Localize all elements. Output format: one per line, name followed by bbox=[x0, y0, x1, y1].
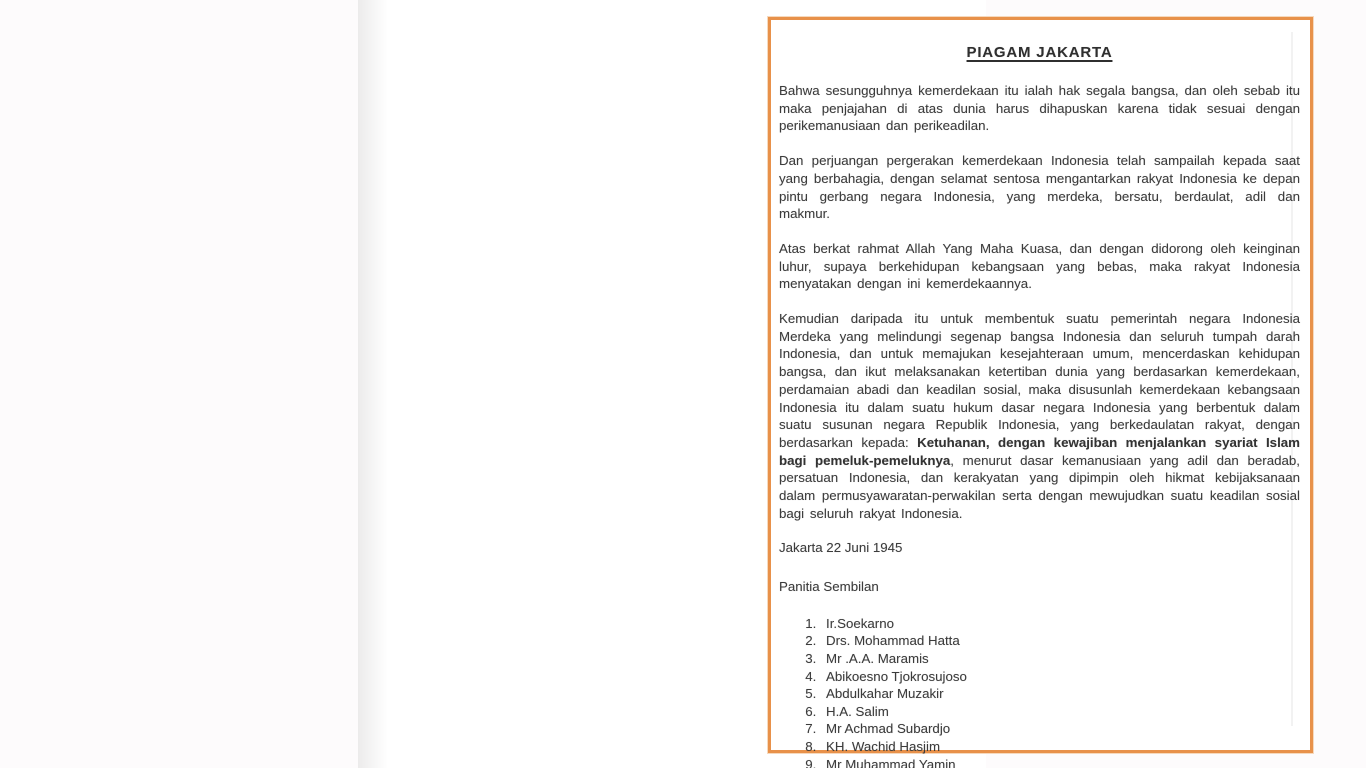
signatory-item: 4. Abikoesno Tjokrosujoso bbox=[820, 668, 1300, 686]
committee-label: Panitia Sembilan bbox=[779, 579, 879, 595]
signatory-item: 2. Drs. Mohammad Hatta bbox=[820, 632, 1300, 650]
paragraph-preamble-3: Atas berkat rahmat Allah Yang Maha Kuasa, dan dengan didorong oleh keinginan luhur, supaya berkehidupan kebangsaan yang bebas, maka rakyat Indonesia menyatakan dengan ini kemerdekaannya. bbox=[779, 240, 1300, 292]
signatory-item: 3. Mr .A.A. Maramis bbox=[820, 650, 1300, 668]
signatory-list bbox=[779, 615, 1300, 768]
paragraph-4-text-after-bold: , menurut dasar kemanusiaan yang adil dan beradab, persatuan Indonesia, dan kerakyatan yang dipimpin oleh hikmat kebijaksanaan dalam permusyawaratan-perwakilan serta dengan mewujudkan suatu keadilan sosial bagi seluruh rakyat Indonesia. bbox=[779, 452, 1300, 521]
scanned-page bbox=[358, 0, 1300, 768]
paragraph-preamble-4 bbox=[779, 310, 1300, 522]
dateline: Jakarta 22 Juni 1945 bbox=[779, 540, 903, 556]
document-border-frame bbox=[768, 17, 1313, 768]
bold-clause-ketuhanan: Ketuhanan, dengan kewajiban menjalankan syariat Islam bagi pemeluk-pemeluknya bbox=[779, 434, 1300, 468]
signatory-item: 9. Mr Muhammad Yamin bbox=[820, 756, 1300, 768]
signatory-item: 8. KH. Wachid Hasjim bbox=[820, 738, 1300, 756]
paragraph-preamble-2: Dan perjuangan pergerakan kemerdekaan Indonesia telah sampailah kepada saat yang berbahagia, dengan selamat sentosa mengantarkan rakyat Indonesia ke depan pintu gerbang negara Indonesia, yang merdeka, bersatu, berdaulat, adil dan makmur. bbox=[779, 153, 1300, 222]
paragraph-preamble-1: Bahwa sesungguhnya kemerdekaan itu ialah hak segala bangsa, dan oleh sebab itu maka penjajahan di atas dunia harus dihapuskan karena tidak sesuai dengan perikemanusiaan dan perikeadilan. bbox=[779, 83, 1300, 134]
signatory-item: 5. Abdulkahar Muzakir bbox=[820, 685, 1300, 703]
scan-artifact-line bbox=[1291, 32, 1293, 726]
document-title bbox=[779, 44, 1300, 61]
signatory-item: 1. Ir.Soekarno bbox=[820, 615, 1300, 633]
signatory-item: 7. Mr Achmad Subardjo bbox=[820, 720, 1300, 738]
paragraph-4-text-before-bold: Kemudian daripada itu untuk membentuk suatu pemerintah negara Indonesia Merdeka yang melindungi segenap bangsa Indonesia dan seluruh tumpah darah Indonesia, dan untuk memajukan kesejahteraan umum, mencerdaskan kehidupan bangsa, dan ikut melaksanakan ketertiban dunia yang berdasarkan kemerdekaan, perdamaian abadi dan keadilan sosial, maka disusunlah kemerdekaan kebangsaan Indonesia itu dalam suatu hukum dasar negara Indonesia yang berbentuk dalam suatu susunan negara Republik Indonesia, yang berkedaulatan rakyat, dengan berdasarkan kepada: bbox=[779, 311, 1300, 450]
signatory-item: 6. H.A. Salim bbox=[820, 703, 1300, 721]
document-title-text: PIAGAM JAKARTA bbox=[966, 44, 1113, 61]
